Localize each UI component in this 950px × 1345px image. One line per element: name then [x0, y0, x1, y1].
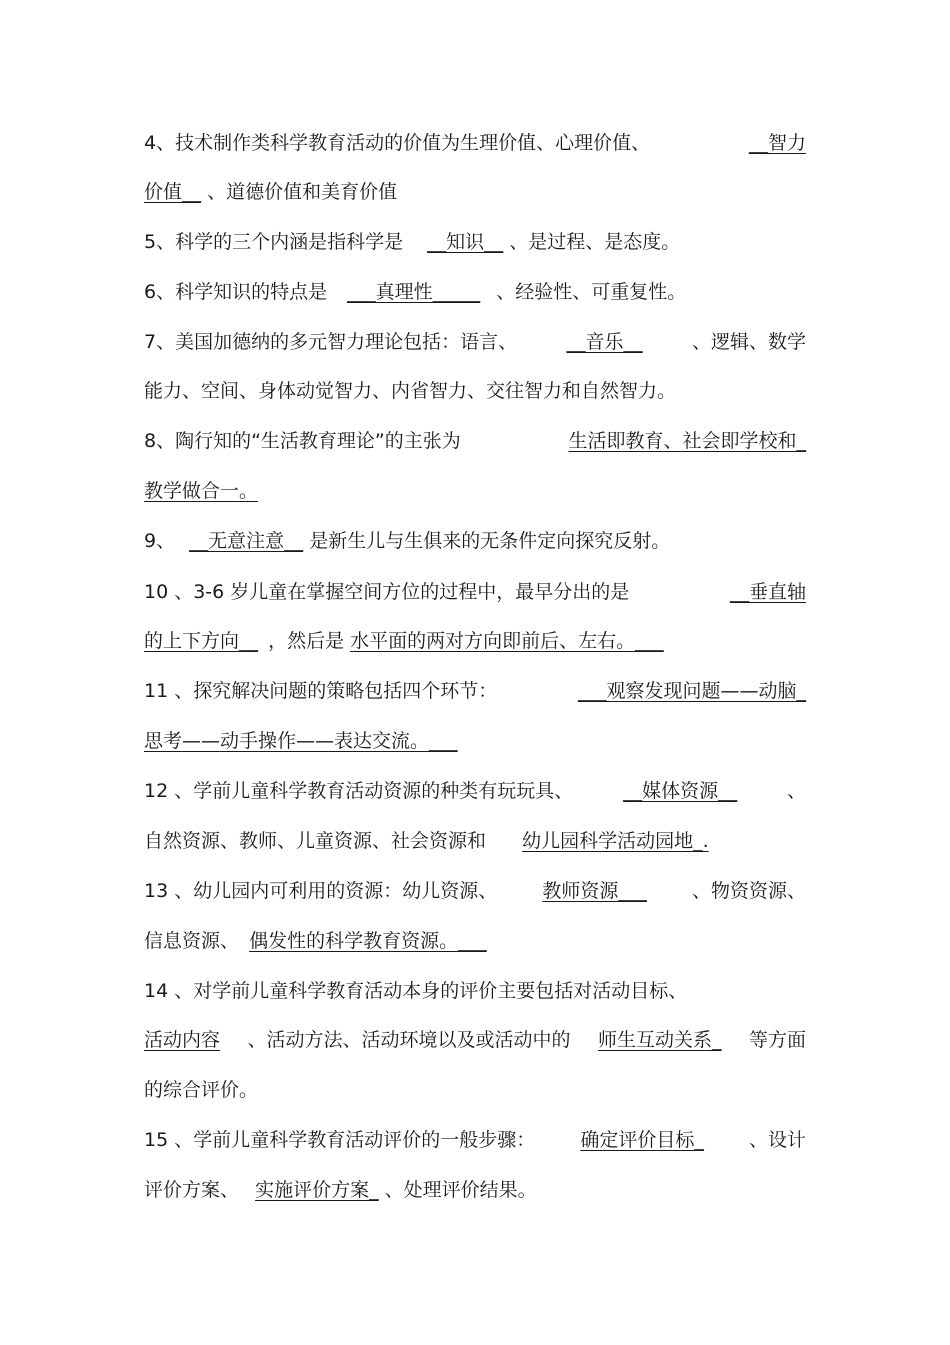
item-7-line-2: [144, 378, 806, 404]
item-9-answer: __无意注意__: [189, 530, 304, 552]
item-14-line-3: [144, 1077, 806, 1103]
item-13-answer-2: 偶发性的科学教育资源。___: [249, 930, 487, 952]
item-8-text: 8、陶行知的“生活教育理论”的主张为: [144, 430, 461, 452]
item-4-text-cont: 、道德价值和美育价值: [207, 181, 398, 203]
item-15-line-1: [144, 1127, 806, 1153]
item-7-line-1: [144, 329, 806, 355]
item-14-text-last: 的综合评价。: [144, 1079, 259, 1101]
item-7-text-cont: 能力、空间、身体动觉智力、内省智力、交往智力和自然智力。: [144, 380, 677, 402]
item-7-text-end: 、逻辑、数学: [691, 331, 806, 353]
item-13-text-cont: 信息资源、: [144, 930, 240, 952]
item-12-text: 12 、学前儿童科学教育活动资源的种类有玩玩具、: [144, 780, 574, 802]
item-6-line-1: [144, 279, 806, 305]
item-9-text-end: 是新生儿与生俱来的无条件定向探究反射。: [309, 530, 671, 552]
item-4-answer-cont: 价值__: [144, 181, 202, 203]
item-10-answer: __垂直轴: [729, 581, 806, 603]
item-13-line-1: [144, 878, 806, 904]
item-12-answer-2: 幼儿园科学活动园地_.: [522, 830, 709, 852]
item-15-line-2: [144, 1177, 806, 1203]
item-10-answer-2: 水平面的两对方向即前后、左右。___: [350, 630, 664, 652]
item-11-text: 11 、探究解决问题的策略包括四个环节：: [144, 680, 498, 702]
item-13-text: 13 、幼儿园内可利用的资源：幼儿资源、: [144, 880, 498, 902]
item-8-answer: 生活即教育、社会即学校和_: [568, 430, 806, 452]
item-10-text-cont: ，然后是: [268, 630, 345, 652]
item-15-text: 15 、学前儿童科学教育活动评价的一般步骤：: [144, 1129, 536, 1151]
item-15-text-end: 、设计: [748, 1129, 806, 1151]
item-8-answer-cont: 教学做合一。: [144, 480, 259, 502]
item-6-answer: ___真理性_____: [347, 281, 481, 303]
item-12-line-2: [144, 828, 806, 854]
item-4-line-1: [144, 130, 806, 156]
item-12-text-end: 、: [786, 780, 806, 802]
item-14-text: 14 、对学前儿童科学教育活动本身的评价主要包括对活动目标、: [144, 980, 688, 1002]
item-4-text: 4、技术制作类科学教育活动的价值为生理价值、心理价值、: [144, 132, 651, 154]
item-5-line-1: [144, 229, 806, 255]
item-8-line-1: [144, 428, 806, 454]
item-13-line-2: [144, 928, 806, 954]
item-14-line-2: [144, 1027, 806, 1053]
item-8-line-2: [144, 478, 806, 504]
item-14-line-1: [144, 978, 806, 1004]
item-14-answer-2: 师生互动关系_: [597, 1029, 722, 1051]
item-12-answer: __媒体资源__: [623, 780, 738, 802]
item-9-line-1: [144, 528, 806, 554]
item-11-answer: ___观察发现问题——动脑_: [577, 680, 806, 702]
item-7-answer: __音乐__: [566, 331, 643, 353]
item-10-answer-cont: 的上下方向__: [144, 630, 259, 652]
item-11-line-1: [144, 678, 806, 704]
item-6-text-end: 、经验性、可重复性。: [496, 281, 687, 303]
item-11-line-2: [144, 728, 806, 754]
item-9-text: 9、: [144, 530, 176, 552]
item-10-text: 10 、3-6 岁儿童在掌握空间方位的过程中，最早分出的是: [144, 581, 630, 603]
item-6-text: 6、科学知识的特点是: [144, 281, 328, 303]
item-12-line-1: [144, 778, 806, 804]
item-15-answer: 确定评价目标_: [580, 1129, 704, 1151]
item-10-line-2: [144, 628, 806, 654]
item-4-answer: __智力: [748, 132, 806, 154]
item-14-answer: 活动内容: [144, 1029, 221, 1051]
item-14-text-cont: 、活动方法、活动环境以及或活动中的: [247, 1029, 571, 1051]
item-4-line-2: [144, 179, 806, 205]
item-15-text-cont: 评价方案、: [144, 1179, 240, 1201]
item-15-answer-2: 实施评价方案_: [255, 1179, 379, 1201]
item-11-answer-cont: 思考——动手操作——表达交流。___: [144, 730, 458, 752]
item-7-text: 7、美国加德纳的多元智力理论包括：语言、: [144, 331, 518, 353]
item-15-text-end-2: 、处理评价结果。: [384, 1179, 537, 1201]
item-13-answer: 教师资源___: [542, 880, 647, 902]
item-13-text-end: 、物资资源、: [691, 880, 806, 902]
item-12-text-cont: 自然资源、教师、儿童资源、社会资源和: [144, 830, 487, 852]
item-10-line-1: [144, 579, 806, 605]
item-5-answer: __知识__: [427, 231, 504, 253]
item-5-text-end: 、是过程、是态度。: [509, 231, 681, 253]
item-5-text: 5、科学的三个内涵是指科学是: [144, 231, 404, 253]
item-14-text-end: 等方面: [748, 1029, 806, 1051]
